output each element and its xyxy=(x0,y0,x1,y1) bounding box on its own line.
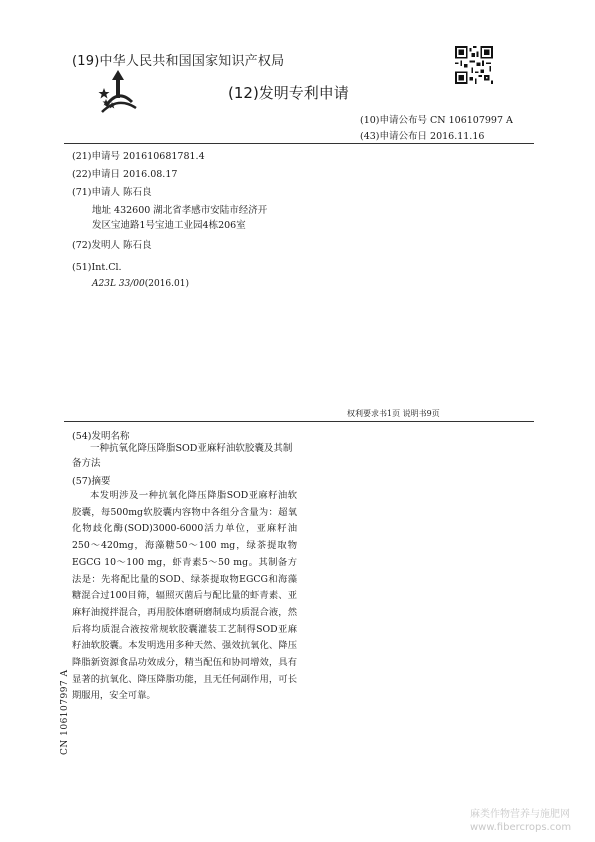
header-divider xyxy=(64,143,534,144)
int-cl-label: (51)Int.Cl. xyxy=(72,262,122,273)
abstract-divider xyxy=(64,421,534,422)
address-line-1: 地址 432600 湖北省孝感市安陆市经济开 xyxy=(92,205,268,216)
int-cl-entry xyxy=(92,279,189,289)
publication-number: (10)申请公布号 CN 106107997 A xyxy=(360,115,513,126)
page-count-info: 权利要求书1页 说明书9页 xyxy=(347,409,440,418)
document-type-heading: (12)发明专利申请 xyxy=(228,84,349,102)
filing-date: (22)申请日 2016.08.17 xyxy=(72,169,178,180)
int-cl-date: (2016.01) xyxy=(144,279,189,289)
office-name: (19)中华人民共和国国家知识产权局 xyxy=(72,54,285,69)
publication-date: (43)申请公布日 2016.11.16 xyxy=(360,131,485,142)
abstract-text: 本发明涉及一种抗氧化降压降脂SOD亚麻籽油软胶囊，每500mg软胶囊内容物中各组分含量为：超氧化物歧化酶(SOD)3000-6000活力单位，亚麻籽油250～420mg，海藻糖50～100 mg，绿茶提取物EGCG 10～100 mg，虾青素5～50 mg。其制备方法是：先将配比量的SOD、绿茶提取物EGCG和海藻糖混合过100目筛，辐照灭菌后与配比量的虾青素、亚麻籽油搅拌混合，再用胶体磨研磨制成均质混合液，然后将均质混合液按常规软胶囊灌装工艺制得SOD亚麻籽油软胶囊。本发明选用多种天然、强效抗氧化、降压降脂新资源食品功效成分，精当配伍和协同增效，具有显著的抗氧化、降压降脂功能，且无任何副作用，可长期服用，安全可靠。 xyxy=(72,490,297,702)
cnipa-emblem-logo xyxy=(96,68,140,116)
int-cl-code: A23L 33/00 xyxy=(92,279,145,289)
title-label: (54)发明名称 xyxy=(72,431,130,442)
applicant: (71)申请人 陈石良 xyxy=(72,187,152,198)
invention-title: 一种抗氧化降压降脂SOD亚麻籽油软胶囊及其制备方法 xyxy=(72,443,293,469)
application-number: (21)申请号 201610681781.4 xyxy=(72,151,205,162)
watermark xyxy=(470,808,571,834)
watermark-line-1: 麻类作物营养与施肥网 xyxy=(470,809,570,820)
qr-code-icon xyxy=(455,46,493,84)
inventor: (72)发明人 陈石良 xyxy=(72,240,152,251)
address-line-2: 发区宝迪路1号宝迪工业园4栋206室 xyxy=(92,220,246,231)
side-publication-number: CN 106107997 A xyxy=(60,669,70,755)
abstract-label: (57)摘要 xyxy=(72,476,111,487)
watermark-line-2: www.fibercrops.com xyxy=(470,822,572,833)
